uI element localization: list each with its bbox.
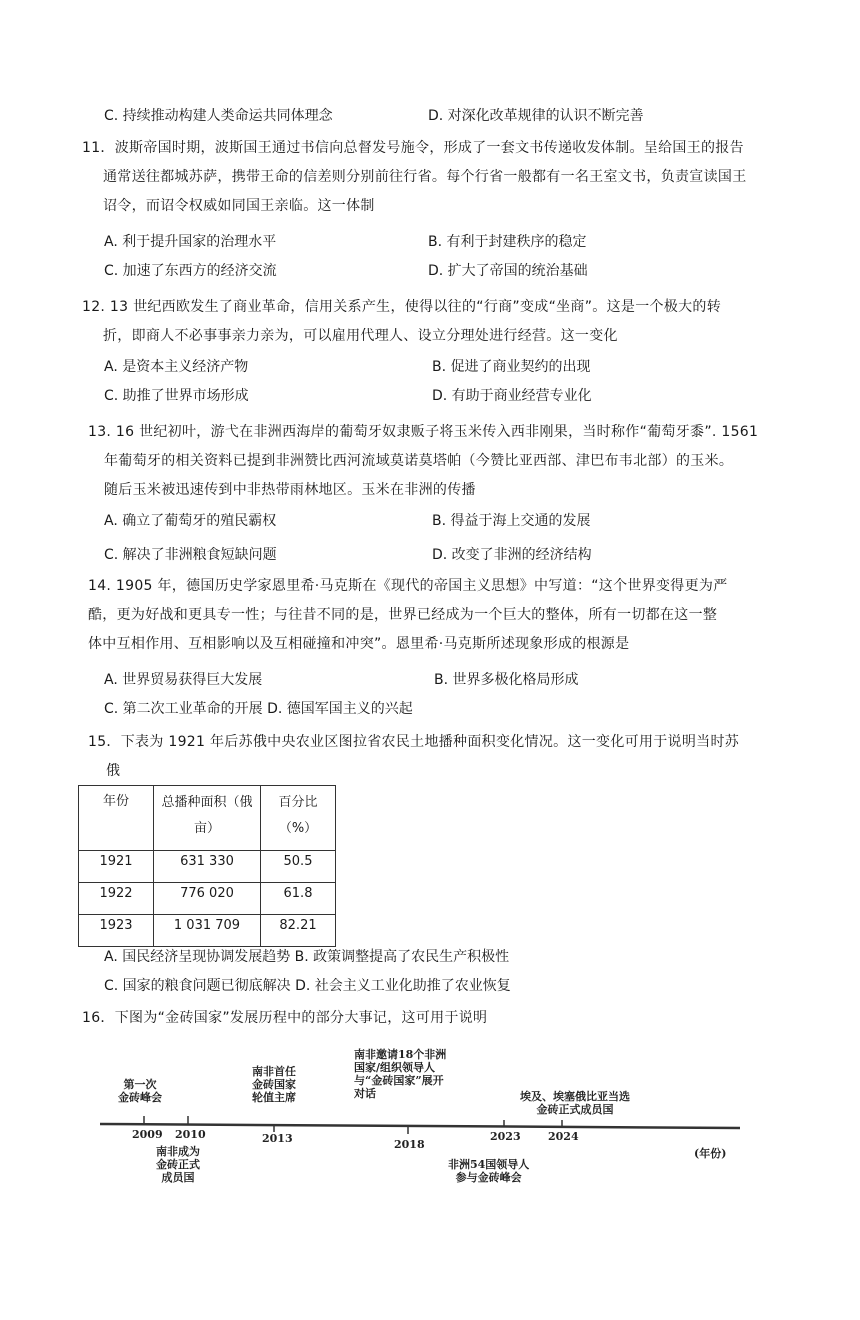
event-2013-line-1: 南非首任 bbox=[252, 1065, 296, 1078]
sown-area-table bbox=[78, 785, 336, 947]
year-label-2013: 2013 bbox=[262, 1132, 293, 1145]
event-2023 bbox=[448, 1158, 529, 1184]
header-percent bbox=[261, 786, 336, 851]
event-2018 bbox=[354, 1048, 446, 1100]
header-percent-line-2: （%） bbox=[278, 821, 318, 836]
q13-option-c: C. 解决了非洲粮食短缺问题 bbox=[104, 547, 277, 563]
q10-option-c: C. 持续推动构建人类命运共同体理念 bbox=[104, 108, 333, 124]
event-2024 bbox=[520, 1090, 630, 1116]
event-2010-line-3: 成员国 bbox=[161, 1171, 195, 1184]
event-2013-line-3: 轮值主席 bbox=[252, 1091, 296, 1104]
year-label-2024: 2024 bbox=[548, 1130, 579, 1143]
cell-year: 1923 bbox=[79, 915, 154, 947]
q13-stem-line-3: 随后玉米被迅速传到中非热带雨林地区。玉米在非洲的传播 bbox=[104, 482, 476, 498]
event-2024-line-1: 埃及、埃塞俄比亚当选 bbox=[520, 1090, 630, 1103]
q12-stem-line-2: 折，即商人不必事事亲力亲为，可以雇用代理人、设立分理处进行经营。这一变化 bbox=[103, 328, 618, 344]
q12-option-a: A. 是资本主义经济产物 bbox=[104, 359, 249, 375]
event-2023-line-2: 参与金砖峰会 bbox=[455, 1171, 522, 1184]
q13-option-a: A. 确立了葡萄牙的殖民霸权 bbox=[104, 513, 277, 529]
cell-area: 1 031 709 bbox=[154, 915, 261, 947]
q12-option-d: D. 有助于商业经营专业化 bbox=[432, 388, 592, 404]
q16-stem: 16．下图为“金砖国家”发展历程中的部分大事记，这可用于说明 bbox=[82, 1010, 488, 1026]
header-total-area bbox=[154, 786, 261, 851]
year-label-2023: 2023 bbox=[490, 1130, 521, 1143]
q12-option-b: B. 促进了商业契约的出现 bbox=[432, 359, 591, 375]
q11-option-a: A. 利于提升国家的治理水平 bbox=[104, 234, 277, 250]
header-total-area-line-2: 亩） bbox=[193, 821, 220, 836]
q15-stem-line-1: 15．下表为 1921 年后苏俄中央农业区图拉省农民土地播种面积变化情况。这一变化可用于说明当时苏 bbox=[88, 734, 740, 750]
event-2010 bbox=[156, 1145, 200, 1184]
q11-option-c: C. 加速了东西方的经济交流 bbox=[104, 263, 277, 279]
q13-stem-line-2: 年葡萄牙的相关资料已提到非洲赞比西河流域莫诺莫塔帕（今赞比亚西部、津巴布韦北部）的玉米。 bbox=[104, 453, 734, 469]
event-2018-line-1: 南非邀请18个非洲 bbox=[354, 1048, 447, 1061]
q13-option-b: B. 得益于海上交通的发展 bbox=[432, 513, 591, 529]
q15-stem-line-2: 俄 bbox=[106, 763, 121, 779]
q15-option-ab: A. 国民经济呈现协调发展趋势 B. 政策调整提高了农民生产积极性 bbox=[104, 949, 510, 965]
q11-option-b: B. 有利于封建秩序的稳定 bbox=[428, 234, 587, 250]
q15-option-cd: C. 国家的粮食问题已彻底解决 D. 社会主义工业化助推了农业恢复 bbox=[104, 978, 511, 994]
cell-area: 631 330 bbox=[154, 851, 261, 883]
cell-percent: 82.21 bbox=[261, 915, 336, 947]
event-2009 bbox=[118, 1078, 162, 1104]
q11-stem-line-3: 诏令，而诏令权威如同国王亲临。这一体制 bbox=[103, 198, 375, 214]
event-2010-line-1: 南非成为 bbox=[156, 1145, 200, 1158]
cell-area: 776 020 bbox=[154, 883, 261, 915]
q10-option-d: D. 对深化改革规律的认识不断完善 bbox=[428, 108, 644, 124]
year-label-2018: 2018 bbox=[394, 1138, 425, 1151]
q11-option-d: D. 扩大了帝国的统治基础 bbox=[428, 263, 588, 279]
table-header-row bbox=[79, 786, 336, 851]
q14-option-a: A. 世界贸易获得巨大发展 bbox=[104, 672, 263, 688]
q14-stem-line-3: 体中互相作用、互相影响以及互相碰撞和冲突”。恩里希·马克斯所述现象形成的根源是 bbox=[88, 636, 630, 652]
q12-stem-line-1: 12. 13 世纪西欧发生了商业革命，信用关系产生，使得以往的“行商”变成“坐商”。这是一个极大的转 bbox=[82, 299, 721, 315]
event-2024-line-2: 金砖正式成员国 bbox=[536, 1103, 614, 1116]
event-2013-line-2: 金砖国家 bbox=[252, 1078, 296, 1091]
event-2023-line-1: 非洲54国领导人 bbox=[448, 1158, 530, 1171]
event-2018-line-2: 国家/组织领导人 bbox=[354, 1061, 436, 1074]
cell-year: 1921 bbox=[79, 851, 154, 883]
cell-year: 1922 bbox=[79, 883, 154, 915]
q13-option-d: D. 改变了非洲的经济结构 bbox=[432, 547, 592, 563]
cell-percent: 50.5 bbox=[261, 851, 336, 883]
q14-option-b: B. 世界多极化格局形成 bbox=[434, 672, 579, 688]
header-year: 年份 bbox=[79, 786, 154, 851]
event-2018-line-3: 与“金砖国家”展开 bbox=[354, 1074, 444, 1087]
q14-stem-line-1: 14. 1905 年，德国历史学家恩里希·马克斯在《现代的帝国主义思想》中写道：“这个世界变得更为严 bbox=[88, 578, 728, 594]
year-label-2010: 2010 bbox=[175, 1128, 206, 1141]
q11-stem-line-1: 11．波斯帝国时期，波斯国王通过书信向总督发号施令，形成了一套文书传递收发体制。呈给国王的报告 bbox=[82, 140, 744, 156]
table-row bbox=[79, 851, 336, 883]
event-2010-line-2: 金砖正式 bbox=[156, 1158, 200, 1171]
brics-timeline-figure bbox=[96, 1040, 746, 1205]
cell-percent: 61.8 bbox=[261, 883, 336, 915]
event-2013 bbox=[252, 1065, 296, 1104]
q13-stem-line-1: 13. 16 世纪初叶，游弋在非洲西海岸的葡萄牙奴隶贩子将玉米传入西非刚果，当时称作“葡萄牙黍”. 1561 bbox=[88, 424, 759, 440]
year-label-2009: 2009 bbox=[132, 1128, 163, 1141]
q14-stem-line-2: 酷，更为好战和更具专一性；与往昔不同的是，世界已经成为一个巨大的整体，所有一切都在这一整 bbox=[88, 607, 718, 623]
table-row bbox=[79, 883, 336, 915]
event-2009-line-2: 金砖峰会 bbox=[118, 1091, 162, 1104]
header-percent-line-1: 百分比 bbox=[278, 795, 318, 810]
q11-stem-line-2: 通常送往都城苏萨，携带王命的信差则分别前往行省。每个行省一般都有一名王室文书，负责宣读国王 bbox=[103, 169, 747, 185]
event-2009-line-1: 第一次 bbox=[123, 1078, 157, 1091]
event-2018-line-4: 对话 bbox=[354, 1087, 376, 1100]
q12-option-c: C. 助推了世界市场形成 bbox=[104, 388, 249, 404]
q14-option-cd: C. 第二次工业革命的开展 D. 德国军国主义的兴起 bbox=[104, 701, 413, 717]
timeline-unit: (年份) bbox=[694, 1147, 727, 1160]
header-total-area-line-1: 总播种面积（俄 bbox=[161, 795, 253, 810]
table-row bbox=[79, 915, 336, 947]
